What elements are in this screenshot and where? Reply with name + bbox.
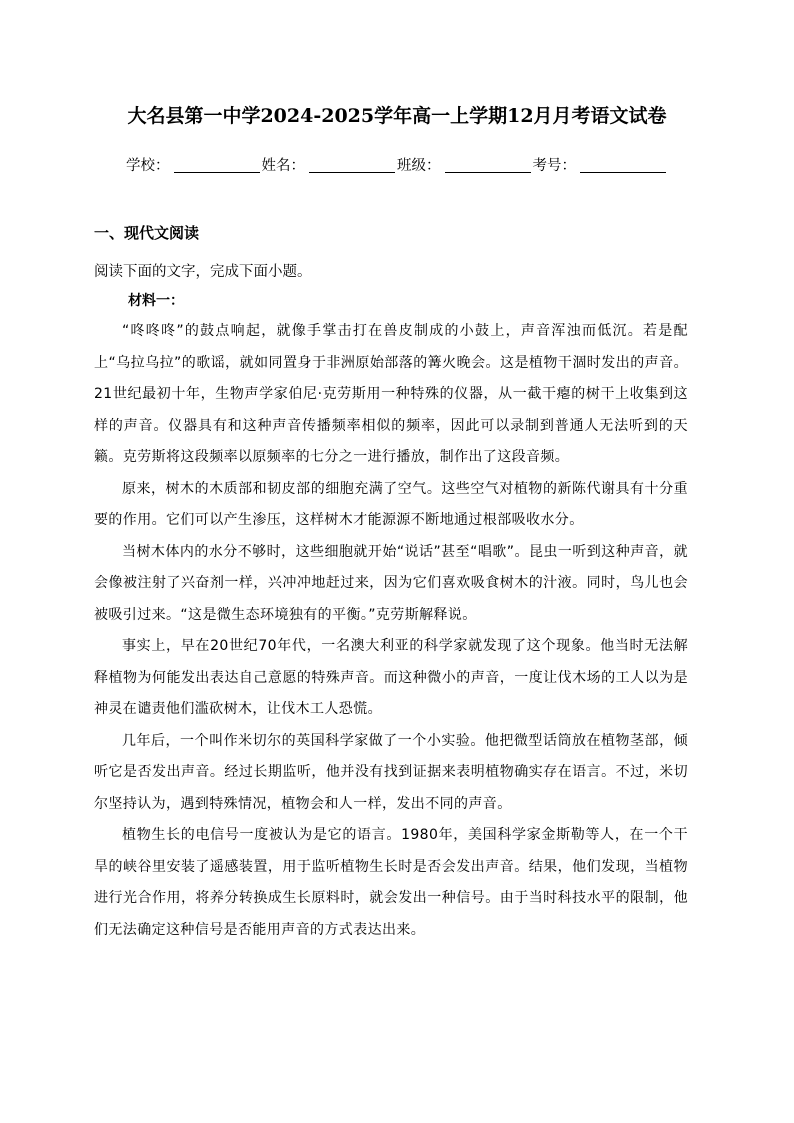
passage-paragraph: 几年后，一个叫作米切尔的英国科学家做了一个小实验。他把微型话筒放在植物茎部，倾听它是否发出声音。经过长期监听，他并没有找到证据来表明植物确实存在语言。不过，米切尔坚持认为，遇到特殊情况，植物会和人一样，发出不同的声音。: [94, 732, 688, 812]
passage-paragraph: 原来，树木的木质部和韧皮部的细胞充满了空气。这些空气对植物的新陈代谢具有十分重要的作用。它们可以产生渗压，这样树木才能源源不断地通过根部吸收水分。: [94, 480, 688, 528]
passage-body: [94, 316, 688, 946]
passage-paragraph: 植物生长的电信号一度被认为是它的语言。1980年，美国科学家金斯勒等人，在一个干旱的峡谷里安装了遥感装置，用于监听植物生长时是否会发出声音。结果，他们发现，当植物进行光合作用，将养分转换成生长原料时，就会发出一种信号。由于当时科技水平的限制，他们无法确定这种信号是否能用声音的方式表达出来。: [94, 827, 688, 938]
passage-paragraph: 事实上，早在20世纪70年代，一名澳大利亚的科学家就发现了这个现象。他当时无法解释植物为何能发出表达自己意愿的特殊声音。而这种微小的声音，一度让伐木场的工人以为是神灵在谴责他们滥砍树木，让伐木工人恐慌。: [94, 638, 688, 717]
class-label: 班级：: [397, 158, 441, 174]
name-blank: [309, 158, 395, 173]
school-blank: [174, 158, 260, 173]
name-label: 姓名：: [261, 158, 305, 174]
school-label: 学校：: [126, 158, 170, 174]
passage-paragraph: “咚咚咚”的鼓点响起，就像手掌击打在兽皮制成的小鼓上，声音浑浊而低沉。若是配上“乌拉乌拉”的歌谣，就如同置身于非洲原始部落的篝火晚会。这是植物干涸时发出的声音。21世纪最初十年，生物声学家伯尼·克劳斯用一种特殊的仪器，从一截干瘪的树干上收集到这样的声音。仪器具有和这种声音传播频率相似的频率，因此可以录制到普通人无法听到的天籁。克劳斯将这段频率以原频率的七分之一进行播放，制作出了这段音频。: [94, 323, 688, 465]
student-info-line: [0, 154, 794, 175]
passage-paragraph: 当树木体内的水分不够时，这些细胞就开始“说话”甚至“唱歌”。昆虫一听到这种声音，就会像被注射了兴奋剂一样，兴冲冲地赶过来，因为它们喜欢吸食树木的汁液。同时，鸟儿也会被吸引过来。“这是微生态环境独有的平衡。”克劳斯解释说。: [94, 543, 688, 623]
section-heading: 一、现代文阅读: [94, 224, 200, 242]
exam-no-blank: [580, 158, 666, 173]
reading-instruction: 阅读下面的文字，完成下面小题。: [94, 264, 312, 280]
material-label: 材料一：: [128, 293, 184, 309]
class-blank: [445, 158, 531, 173]
page-title: 大名县第一中学2024-2025学年高一上学期12月月考语文试卷: [127, 105, 667, 127]
exam-no-label: 考号：: [532, 158, 576, 174]
